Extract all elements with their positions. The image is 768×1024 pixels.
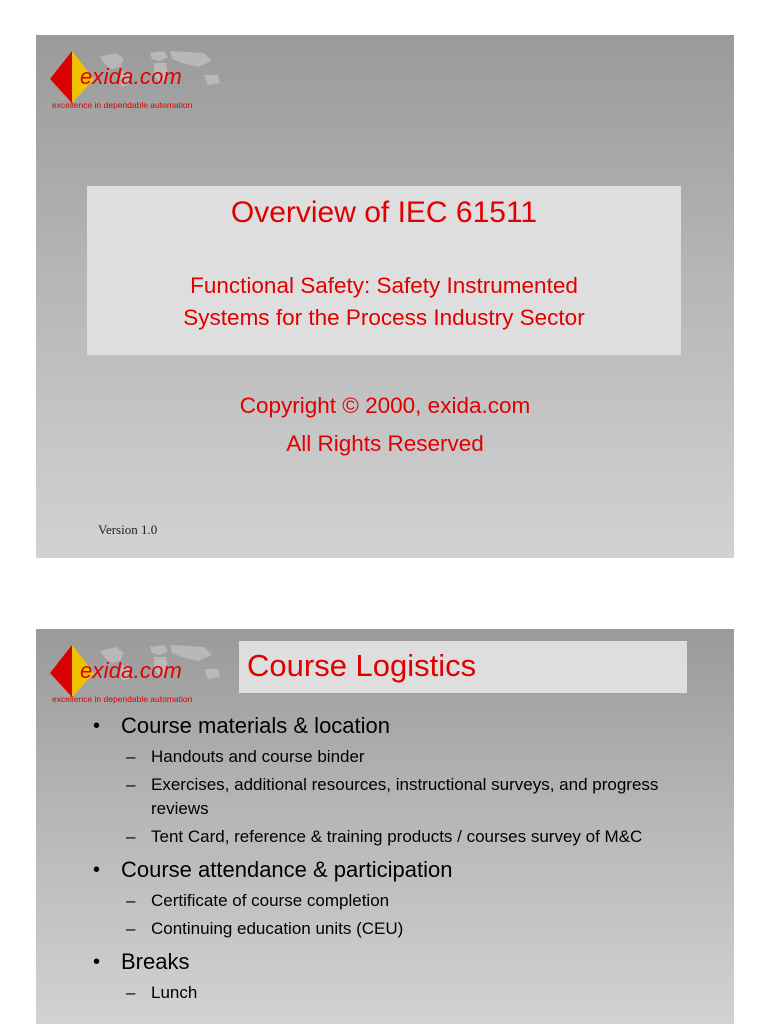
bullet-dot: • <box>93 951 101 973</box>
sub-item <box>36 889 734 913</box>
slide-title: Course Logistics <box>247 648 477 683</box>
title-box <box>87 186 681 355</box>
logo-text: exida.com <box>80 658 183 683</box>
bullet-text: Course materials & location <box>121 713 391 738</box>
heading-box <box>239 641 687 693</box>
sub-text: Lunch <box>151 983 198 1002</box>
dash-marker: – <box>126 891 136 910</box>
bullet-text: Breaks <box>121 949 190 974</box>
sub-text: Tent Card, reference & training products / courses survey of M&C <box>151 827 643 846</box>
slide-1 <box>36 35 734 558</box>
logo-text: exida.com <box>80 64 183 89</box>
sub-item <box>36 917 734 941</box>
sub-text: Certificate of course completion <box>151 891 390 910</box>
slide-title: Overview of IEC 61511 <box>230 196 538 229</box>
sub-item <box>36 745 734 769</box>
slide-2 <box>36 629 734 1024</box>
exida-logo <box>46 637 246 703</box>
sub-item <box>36 773 734 821</box>
sub-list <box>36 889 734 941</box>
bullet-item <box>36 947 734 977</box>
bullet-item <box>36 711 734 741</box>
logo-tagline: excellence in dependable automation <box>52 100 193 110</box>
dash-marker: – <box>126 919 136 938</box>
sub-item <box>36 981 734 1005</box>
sub-text: Continuing education units (CEU) <box>151 919 404 938</box>
dash-marker: – <box>126 827 136 846</box>
subtitle-line: Systems for the Process Industry Sector <box>183 305 585 330</box>
sub-list <box>36 981 734 1005</box>
bullet-item <box>36 855 734 885</box>
subtitle-line: Functional Safety: Safety Instrumented <box>190 273 578 298</box>
sub-text: Handouts and course binder <box>151 747 365 766</box>
copyright-line: All Rights Reserved <box>286 431 484 456</box>
copyright-line: Copyright © 2000, exida.com <box>239 393 531 418</box>
bullet-dot: • <box>93 859 101 881</box>
dash-marker: – <box>126 747 136 766</box>
bullet-list <box>36 711 734 1011</box>
copyright-notice <box>36 387 734 463</box>
dash-marker: – <box>126 775 136 794</box>
logo-tagline: excellence in dependable automation <box>52 694 193 704</box>
sub-list <box>36 745 734 849</box>
exida-logo <box>46 43 246 109</box>
sub-item <box>36 825 734 849</box>
slide-subtitle <box>87 270 681 334</box>
version-label: Version 1.0 <box>98 522 158 537</box>
bullet-dot: • <box>93 715 101 737</box>
sub-text: Exercises, additional resources, instructional surveys, and progress reviews <box>151 775 659 818</box>
bullet-text: Course attendance & participation <box>121 857 453 882</box>
dash-marker: – <box>126 983 136 1002</box>
